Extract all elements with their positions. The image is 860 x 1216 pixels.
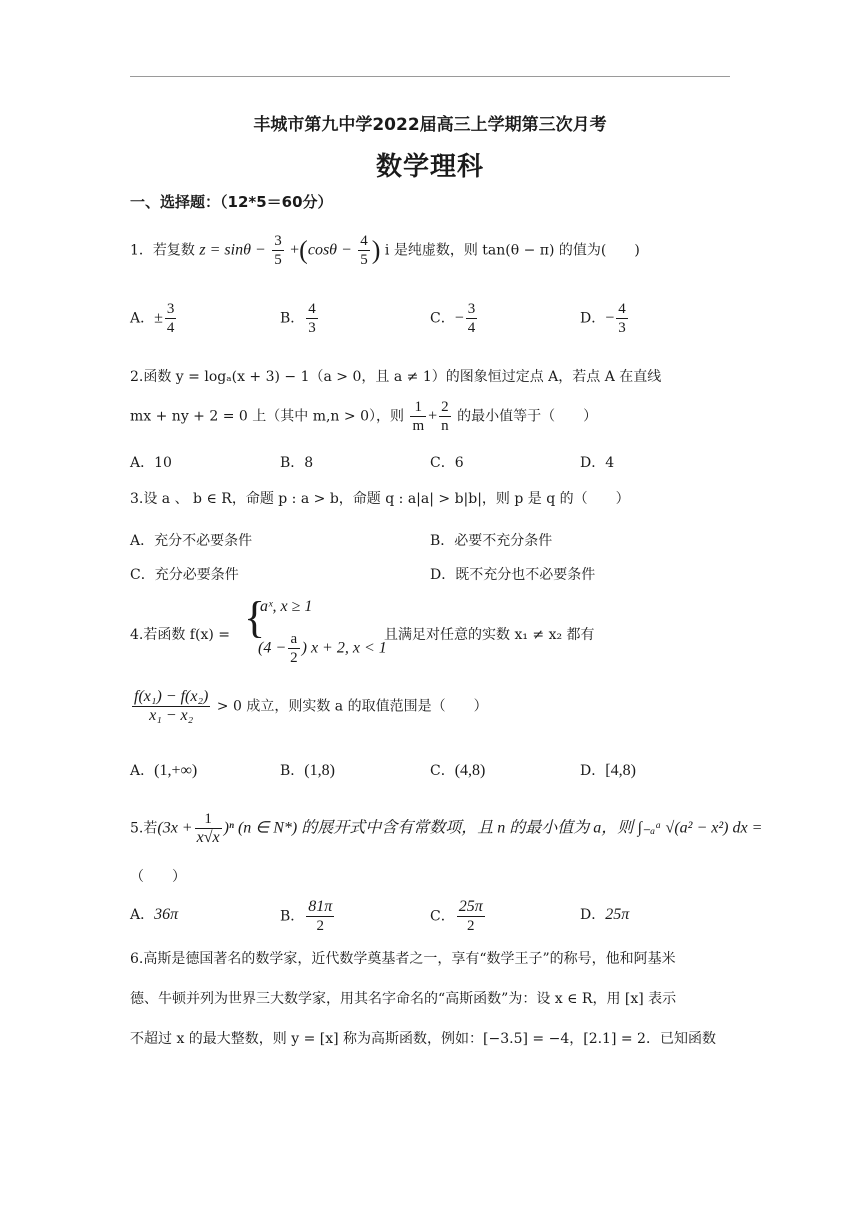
q2-option-c: C．6: [430, 455, 464, 471]
question-4-lead: 4.若函数 f(x) =: [130, 627, 230, 643]
q1-option-b: B． $\frac{4}{3}$: [280, 301, 316, 336]
q3-option-d: D．既不充分也不必要条件: [430, 567, 596, 583]
q5-option-d: D．25π: [580, 906, 630, 923]
q1-option-c: C．− $\frac{3}{4}$: [430, 301, 476, 336]
q2-option-a: A．10: [130, 455, 172, 471]
question-6-line-3: 不超过 x 的最大整数，则 y = [x] 称为高斯函数，例如：[−3.5] = −4，[2.1] = 2．已知函数: [130, 1031, 716, 1047]
subject-title: 数学理科: [375, 152, 484, 182]
header-rule: [130, 76, 730, 77]
question-5: 5.若(3x + $\frac{1}{x√x}$ )ⁿ (n ∈ N*) 的展开式中含有常数项，且 n 的最小值为 a，则 ∫₋ₐᵃ √(a² − x²) dx =: [130, 811, 763, 846]
fraction: $\frac{\text{f(x₁) − f(x₂)}}{\text{x₁ − x₂}}$: [134, 688, 209, 724]
fraction: $\frac{4}{5}$: [360, 233, 368, 268]
question-6-line-2: 德、牛顿并列为世界三大数学家，用其名字命名的“高斯函数”为：设 x ∈ R，用 [x] 表示: [130, 991, 677, 1007]
q1-option-d: D．− $\frac{4}{3}$: [580, 301, 626, 336]
question-5-line-2: （ ）: [130, 869, 186, 885]
piecewise-case-1: aˣ, x ≥ 1: [260, 598, 313, 615]
q3-option-b: B．必要不充分条件: [430, 533, 553, 549]
q5-option-b: B． $\frac{81\pi}{2}$: [280, 898, 333, 934]
question-1: 1．若复数 z = sinθ − $\frac{3}{5}$ +(cosθ − $\frac{4}{5}$ ) i 是纯虚数，则 tan(θ − π) 的值为( ): [130, 233, 640, 268]
school-title: 丰城市第九中学2022届高三上学期第三次月考: [253, 115, 607, 135]
piecewise-case-2: (4 − $\frac{a}{2}$ ) x + 2, x < 1: [258, 631, 387, 666]
q5-option-c: C． $\frac{25\pi}{2}$: [430, 898, 483, 934]
q3-option-a: A．充分不必要条件: [130, 533, 253, 549]
q4-option-b: B．(1,8): [280, 762, 335, 779]
q4-option-d: D．[4,8): [580, 762, 636, 779]
q5-option-a: A．36π: [130, 906, 179, 923]
piecewise-brace: {: [244, 593, 266, 642]
q1-option-a: A．± $\frac{3}{4}$: [130, 301, 175, 336]
question-4-tail: 且满足对任意的实数 x₁ ≠ x₂ 都有: [384, 627, 595, 643]
section-heading: 一、选择题：（12*5＝60分）: [130, 193, 333, 211]
q2-option-d: D．4: [580, 455, 615, 471]
question-2-line-2: mx + ny + 2 = 0 上（其中 m,n > 0），则 $\frac{1}{m}$ + $\frac{2}{n}$ 的最小值等于（ ）: [130, 399, 598, 434]
question-2-line-1: 2.函数 y = logₐ(x + 3) − 1（a > 0，且 a ≠ 1）的图象恒过定点 A，若点 A 在直线: [130, 369, 662, 385]
question-3: 3.设 a 、 b ∈ R，命题 p : a > b，命题 q : a|a| > b|b|，则 p 是 q 的（ ）: [130, 491, 630, 507]
fraction: $\frac{3}{5}$: [274, 233, 282, 268]
q2-option-b: B．8: [280, 455, 314, 471]
question-6-line-1: 6.高斯是德国著名的数学家，近代数学奠基者之一，享有“数学王子”的称号，他和阿基米: [130, 951, 676, 967]
q4-option-c: C．(4,8): [430, 762, 486, 779]
q3-option-c: C．充分必要条件: [130, 567, 239, 583]
question-4-line-2: $\frac{\text{f(x₁) − f(x₂)}}{\text{x₁ − x₂}}$ > 0 成立，则实数 a 的取值范围是（ ）: [134, 688, 488, 724]
q4-option-a: A．(1,+∞): [130, 762, 198, 779]
